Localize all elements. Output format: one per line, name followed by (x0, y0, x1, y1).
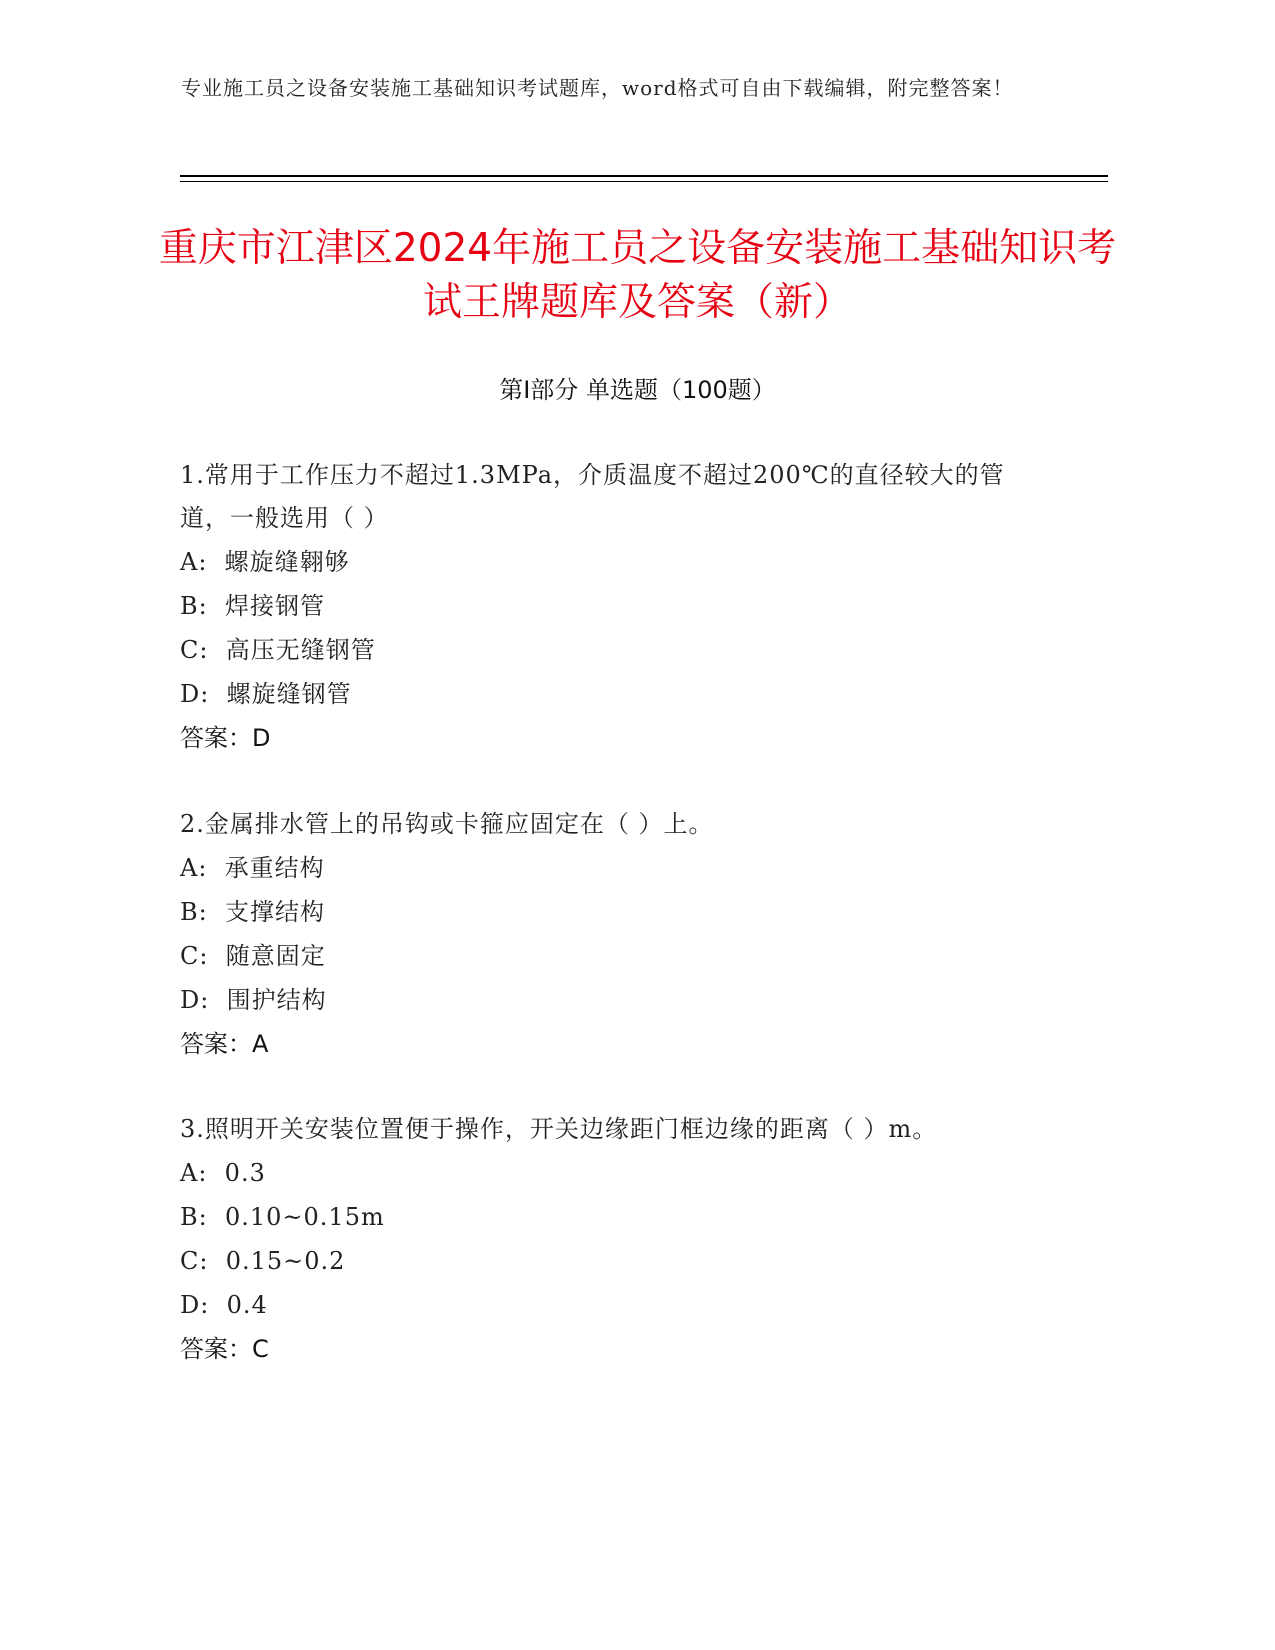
option-b: B: 焊接钢管 (180, 592, 325, 620)
header-rule-thin (180, 181, 1108, 182)
question-stem: 3.照明开关安装位置便于操作，开关边缘距门框边缘的距离（ ）m。 (180, 1115, 938, 1143)
header-note: 专业施工员之设备安装施工基础知识考试题库，word格式可自由下载编辑，附完整答案！ (181, 76, 1014, 100)
option-a: A: 承重结构 (180, 854, 325, 882)
option-d: D: 螺旋缝钢管 (180, 680, 352, 708)
option-d: D: 围护结构 (180, 986, 327, 1014)
option-a: A: 螺旋缝翱够 (180, 548, 350, 576)
option-b: B: 0.10~0.15m (180, 1203, 385, 1231)
question-3 (180, 1108, 1040, 1371)
section-heading: 第Ⅰ部分 单选题（100题） (499, 376, 776, 404)
option-a: A: 0.3 (180, 1159, 266, 1187)
question-2 (180, 803, 1040, 1066)
question-stem: 2.金属排水管上的吊钩或卡箍应固定在（ ）上。 (180, 810, 714, 838)
option-b: B: 支撑结构 (180, 898, 325, 926)
option-c: C: 高压无缝钢管 (180, 636, 376, 664)
header-rule-thick (180, 175, 1108, 177)
option-c: C: 随意固定 (180, 942, 326, 970)
answer-line: 答案：D (180, 724, 271, 752)
question-stem: 1.常用于工作压力不超过1.3MPa，介质温度不超过200℃的直径较大的管道，一般选用（ ） (180, 461, 1005, 532)
option-d: D: 0.4 (180, 1291, 268, 1319)
document-title: 重庆市江津区2024年施工员之设备安装施工基础知识考试王牌题库及答案（新） (158, 226, 1117, 325)
option-c: C: 0.15~0.2 (180, 1247, 346, 1275)
question-1 (180, 454, 1040, 760)
answer-line: 答案：C (180, 1335, 269, 1363)
answer-line: 答案：A (180, 1030, 269, 1058)
